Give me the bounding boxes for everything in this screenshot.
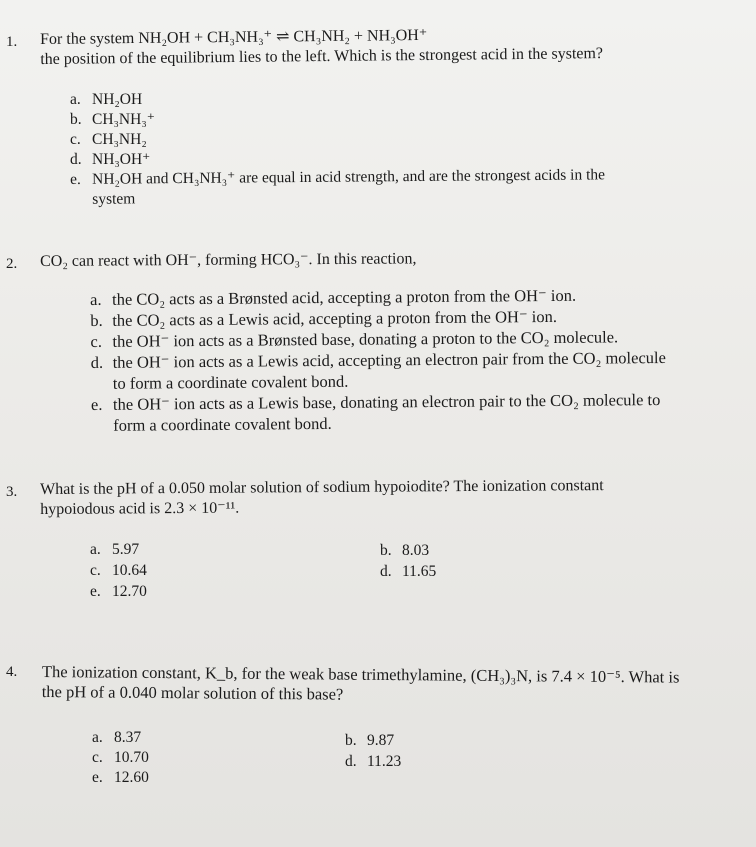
question-stem-line: the pH of a 0.040 molar solution of this base? xyxy=(41,681,344,704)
question-stem-line: The ionization constant, K_b, for the weak base trimethylamine, (CH₃)₃N, is 7.4 × 10⁻⁵. What is xyxy=(41,662,680,687)
answer-choice: b. CH₃NH₃⁺ xyxy=(70,111,155,128)
question-number: 3. xyxy=(6,484,18,500)
question-number: 2. xyxy=(6,256,18,272)
answer-choice: a. the CO₂ acts as a Brønsted acid, accepting a proton from the OH⁻ ion. xyxy=(90,285,577,309)
question-stem: CO₂ can react with OH⁻, forming HCO₃⁻. In this reaction, xyxy=(40,250,417,270)
answer-choice: c. 10.64 xyxy=(90,562,147,579)
answer-choice: d. the OH⁻ ion acts as a Lewis acid, accepting an electron pair from the CO₂ molecule to form a coordinate covalent bond. xyxy=(90,347,666,393)
answer-choice: e. NH₂OH and CH₃NH₃⁺ are equal in acid strength, and are the strongest acids in the system xyxy=(70,166,606,208)
answer-choice: d. 11.65 xyxy=(380,563,437,580)
question-stem-line: the position of the equilibrium lies to the left. Which is the strongest acid in the system? xyxy=(40,45,604,68)
answer-choice: a. 5.97 xyxy=(90,541,140,558)
answer-choice: d. NH₃OH⁺ xyxy=(70,151,151,168)
question-stem-line: What is the pH of a 0.050 molar solution of sodium hypoiodite? The ionization constant xyxy=(40,477,604,498)
answer-choice: e. the OH⁻ ion acts as a Lewis base, donating an electron pair to the CO₂ molecule to form a coordinate covalent bond. xyxy=(90,390,661,435)
answer-choice: e. 12.70 xyxy=(90,583,147,600)
answer-choice: a. 8.37 xyxy=(92,729,142,746)
answer-list xyxy=(90,283,741,436)
answer-choice: b. 8.03 xyxy=(380,542,430,559)
answer-choice: b. the CO₂ acts as a Lewis acid, accepting a proton from the OH⁻ ion. xyxy=(90,306,558,330)
question-stem-line: hypoiodous acid is 2.3 × 10⁻¹¹. xyxy=(40,499,240,518)
question-stem xyxy=(40,23,740,70)
answer-choice: c. the OH⁻ ion acts as a Brønsted base, donating a proton to the CO₂ molecule. xyxy=(90,327,619,351)
answer-choice: a. NH₂OH xyxy=(70,91,143,108)
answer-choice: e. 12.60 xyxy=(92,769,149,786)
question-stem xyxy=(42,662,742,708)
answer-choice: c. 10.70 xyxy=(92,749,149,766)
answer-choice: d. 11.23 xyxy=(345,753,402,770)
question-stem-line: For the system NH₂OH + CH₃NH₃⁺ ⇌ CH₃NH₂ + NH₃OH⁺ xyxy=(40,26,428,48)
answer-choice: c. CH₃NH₂ xyxy=(70,131,147,148)
question-number: 1. xyxy=(6,34,18,50)
question-number: 4. xyxy=(6,664,18,680)
answer-choice: b. 9.87 xyxy=(345,732,395,749)
question-stem xyxy=(40,475,740,520)
